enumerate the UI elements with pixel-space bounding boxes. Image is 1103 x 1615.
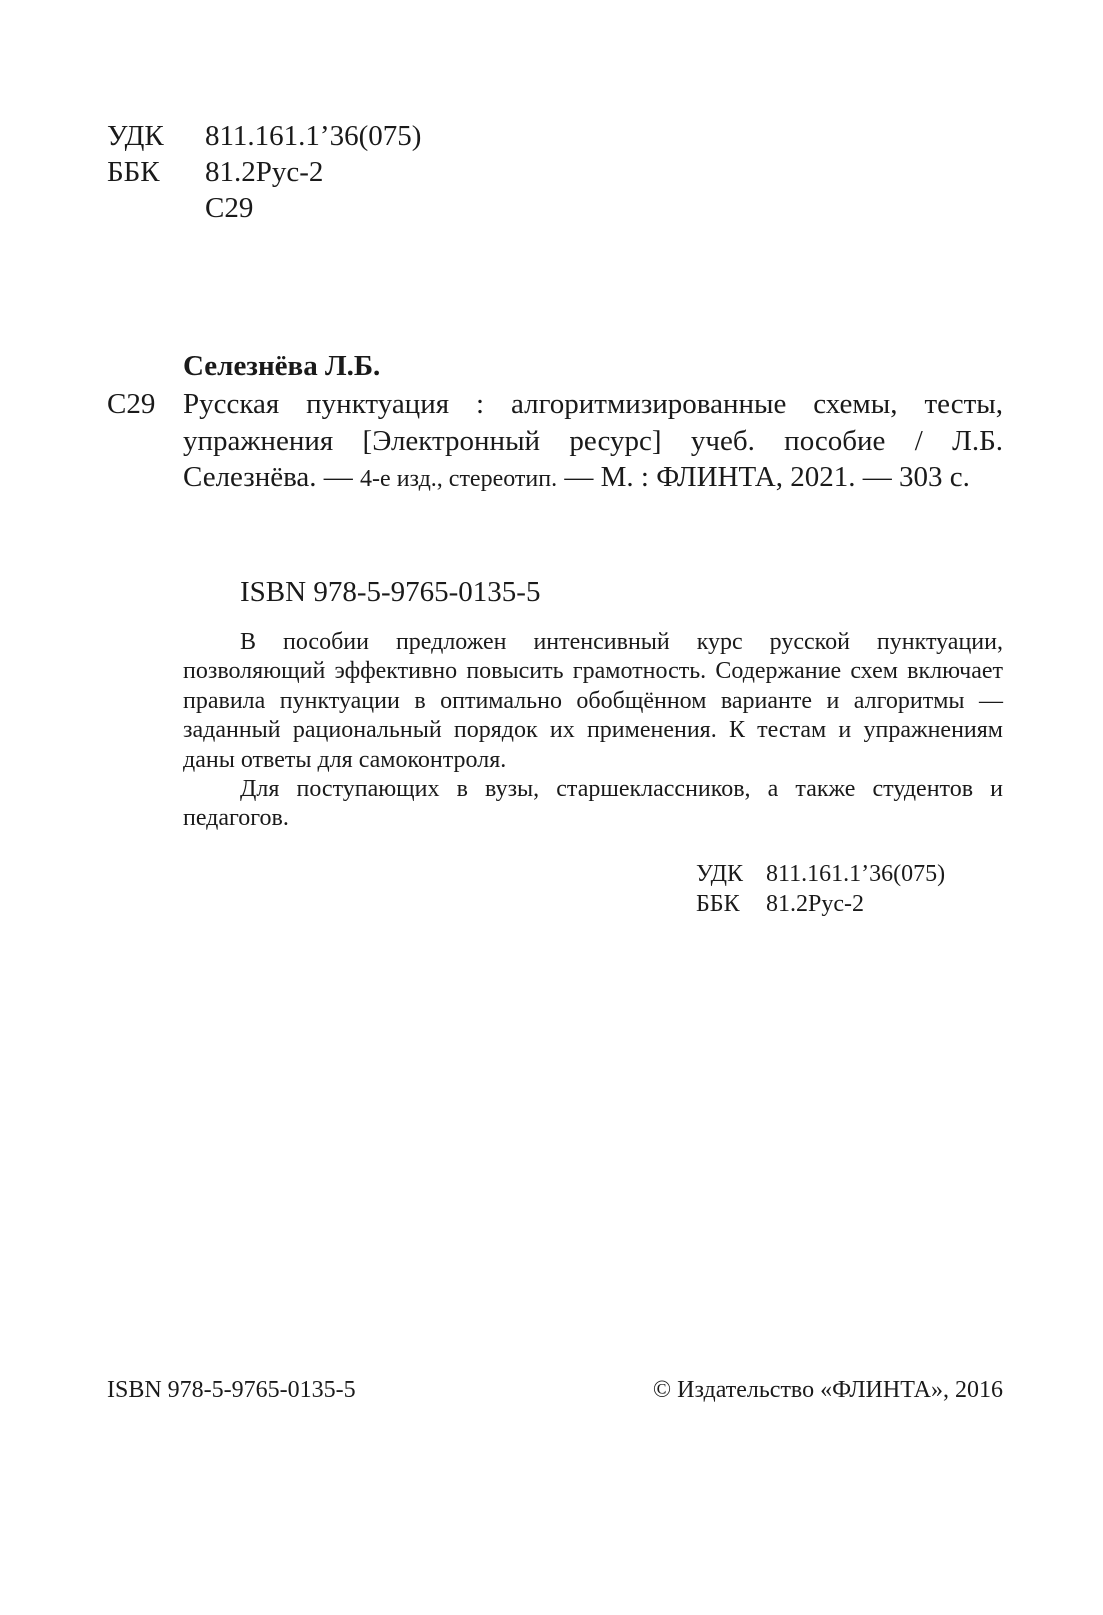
udk-value-bottom: 811.161.1’36(075) [766, 861, 946, 887]
abstract-paragraph-1: В пособии предложен интенсивный курс русской пунктуации, позволяющий эффективно повысить грамотность. Содержание схем включает правила пунктуации в оптимально обобщённом варианте и алгоритмы — заданный рациональный порядок их применения. К тестам и упражнениям даны ответы для самоконтроля. [183, 629, 1003, 773]
abstract-paragraph-2: Для поступающих в вузы, старшеклассников, а также студентов и педагогов. [183, 776, 1003, 832]
imprint-part: — М. : ФЛИНТА, 2021. — 303 с. [557, 461, 970, 493]
bbk-row-bottom [696, 889, 1016, 919]
author-heading: Селезнёва Л.Б. [183, 350, 381, 382]
author-mark: С29 [205, 192, 254, 224]
bibliographic-description [183, 386, 1003, 498]
isbn-main: ISBN 978-5-9765-0135-5 [240, 576, 541, 608]
title-part: Русская пунктуация : алгоритмизированные схемы, тесты, упражнения [Электронный ресурс] учеб. пособие / Л.Б. Селезнёва. — [183, 388, 1003, 493]
udk-row-bottom [696, 859, 1016, 889]
bbk-value: 81.2Рус-2 [205, 156, 324, 188]
bbk-label-bottom: ББК [696, 891, 740, 917]
abstract [183, 628, 1003, 834]
bbk-row-top [107, 154, 507, 190]
author-code: С29 [107, 388, 156, 420]
udk-label: УДК [107, 120, 164, 152]
bbk-value-bottom: 81.2Рус-2 [766, 891, 864, 917]
author-mark-row [107, 190, 507, 226]
bbk-label: ББК [107, 156, 160, 188]
udk-label-bottom: УДК [696, 861, 743, 887]
edition-part: 4-е изд., стереотип. [360, 466, 558, 492]
udk-row-top [107, 118, 507, 154]
footer-isbn: ISBN 978-5-9765-0135-5 [107, 1377, 356, 1403]
copyright-notice: © Издательство «ФЛИНТА», 2016 [652, 1377, 1003, 1403]
udk-value: 811.161.1’36(075) [205, 120, 422, 152]
